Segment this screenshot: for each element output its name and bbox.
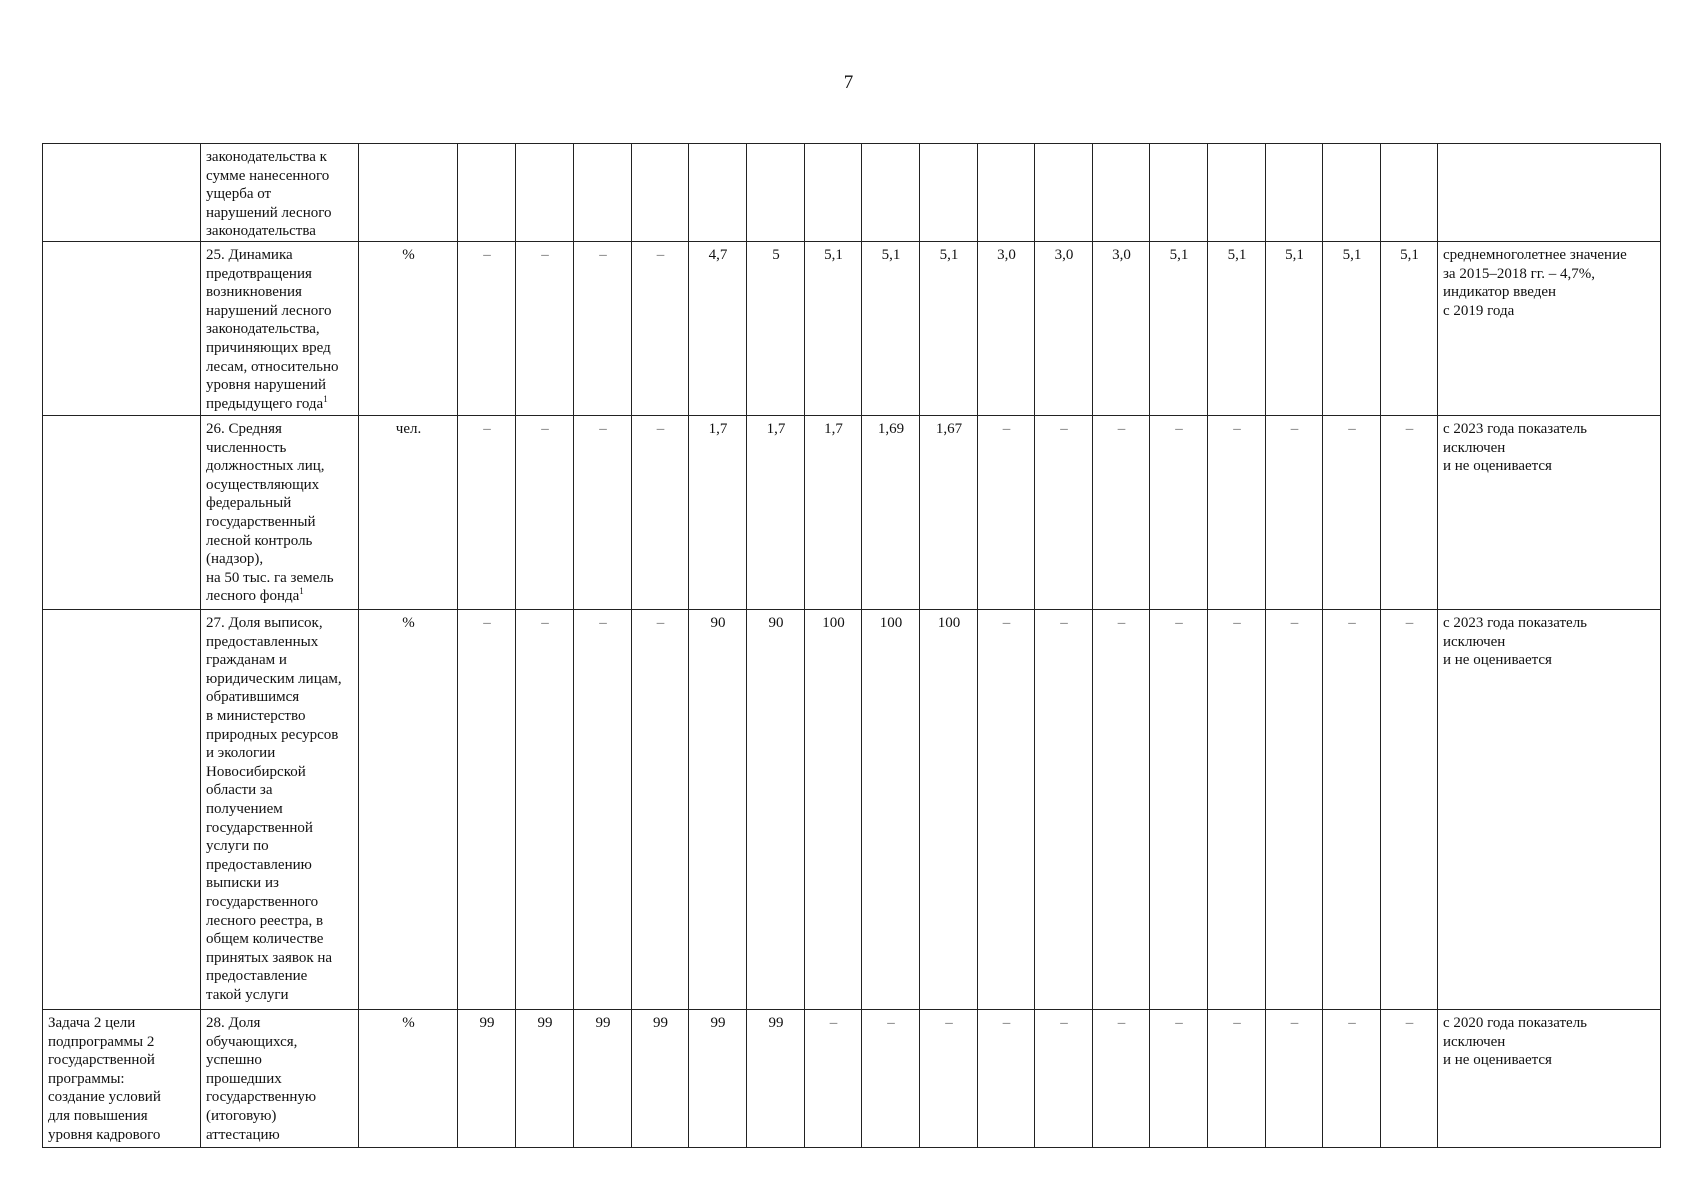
- value-cell: 5,1: [1208, 242, 1266, 416]
- note-line: индикатор введен: [1443, 284, 1557, 301]
- page-number: 7: [843, 72, 854, 93]
- indicator-line: Новосибирской: [206, 763, 306, 780]
- value-cell: 100: [805, 610, 862, 1010]
- indicator-line: лесного фонда$^1$: [206, 586, 304, 605]
- indicator-line: и экологии: [206, 745, 276, 762]
- indicator-line: 28. Доля: [206, 1015, 261, 1031]
- value-cell: [574, 144, 632, 242]
- value-cell: [978, 144, 1035, 242]
- indicator-cell: [201, 416, 359, 610]
- indicator-cell: [201, 242, 359, 416]
- value-cell: [516, 144, 574, 242]
- indicator-line: 26. Средняя: [206, 421, 282, 437]
- table-row: [43, 610, 1661, 1010]
- value-cell: –: [1323, 610, 1381, 1010]
- indicator-line: законодательства,: [206, 321, 320, 338]
- value-cell: 90: [689, 610, 747, 1010]
- value-cell: –: [1381, 416, 1438, 610]
- value-cell: 5,1: [1150, 242, 1208, 416]
- indicator-line: причиняющих вред: [206, 339, 331, 356]
- task-cell: [43, 416, 201, 610]
- value-cell: –: [1035, 610, 1093, 1010]
- value-cell: 5,1: [1266, 242, 1323, 416]
- indicator-line: юридическим лицам,: [206, 670, 342, 687]
- note-line: исключен: [1443, 439, 1506, 456]
- value-cell: 5,1: [1381, 242, 1438, 416]
- indicator-line: предотвращения: [206, 265, 312, 282]
- note-line: среднемноголетнее значение: [1443, 247, 1627, 263]
- task-line: Задача 2 цели: [48, 1015, 136, 1031]
- value-cell: –: [1035, 1010, 1093, 1148]
- note-line: и не оценивается: [1443, 1052, 1552, 1069]
- unit-cell: чел.: [359, 416, 458, 610]
- indicator-line: такой услуги: [206, 986, 289, 1003]
- indicator-line: законодательства к: [206, 149, 327, 165]
- value-cell: [1266, 144, 1323, 242]
- indicator-line: в министерство: [206, 707, 306, 724]
- indicator-line: осуществляющих: [206, 476, 320, 493]
- task-line: государственной: [48, 1052, 155, 1069]
- indicator-line: лесам, относительно: [206, 358, 339, 375]
- value-cell: –: [1208, 1010, 1266, 1148]
- indicator-line: (надзор),: [206, 551, 264, 568]
- value-cell: –: [1150, 1010, 1208, 1148]
- value-cell: [805, 144, 862, 242]
- value-cell: [1150, 144, 1208, 242]
- note-line: исключен: [1443, 1033, 1506, 1050]
- table-row: [43, 144, 1661, 242]
- unit-cell: %: [359, 610, 458, 1010]
- value-cell: –: [574, 416, 632, 610]
- indicator-line: государственной: [206, 819, 313, 836]
- value-cell: –: [1323, 1010, 1381, 1148]
- value-cell: –: [978, 610, 1035, 1010]
- indicator-line: должностных лиц,: [206, 458, 325, 475]
- value-cell: 90: [747, 610, 805, 1010]
- value-cell: 100: [862, 610, 920, 1010]
- indicators-table: [42, 143, 1661, 1148]
- value-cell: 3,0: [978, 242, 1035, 416]
- value-cell: 99: [632, 1010, 689, 1148]
- value-cell: 5,1: [920, 242, 978, 416]
- value-cell: 99: [574, 1010, 632, 1148]
- indicator-line: возникновения: [206, 284, 302, 301]
- value-cell: 99: [516, 1010, 574, 1148]
- indicator-line: государственного: [206, 893, 319, 910]
- note-line: за 2015–2018 гг. – 4,7%,: [1443, 265, 1595, 282]
- value-cell: 99: [458, 1010, 516, 1148]
- value-cell: 5,1: [805, 242, 862, 416]
- value-cell: 99: [689, 1010, 747, 1148]
- indicator-line: гражданам и: [206, 652, 287, 669]
- task-cell: [43, 144, 201, 242]
- indicator-line: сумме нанесенного: [206, 167, 330, 184]
- indicator-cell: [201, 610, 359, 1010]
- note-cell: [1438, 610, 1661, 1010]
- value-cell: –: [1093, 610, 1150, 1010]
- indicator-line: услуги по: [206, 838, 269, 855]
- indicator-line: успешно: [206, 1052, 262, 1069]
- indicator-line: получением: [206, 800, 283, 817]
- indicator-line: природных ресурсов: [206, 726, 339, 743]
- table-row: [43, 1010, 1661, 1148]
- value-cell: 100: [920, 610, 978, 1010]
- indicator-line: лесного реестра, в: [206, 912, 324, 929]
- task-line: для повышения: [48, 1107, 148, 1124]
- note-line: и не оценивается: [1443, 652, 1552, 669]
- note-line: с 2023 года показатель: [1443, 421, 1588, 437]
- indicator-line: численность: [206, 439, 287, 456]
- value-cell: 3,0: [1093, 242, 1150, 416]
- value-cell: –: [574, 242, 632, 416]
- indicator-line: 25. Динамика: [206, 247, 293, 263]
- value-cell: [689, 144, 747, 242]
- value-cell: –: [920, 1010, 978, 1148]
- value-cell: [458, 144, 516, 242]
- task-cell: [43, 242, 201, 416]
- value-cell: –: [862, 1010, 920, 1148]
- value-cell: 1,69: [862, 416, 920, 610]
- indicator-line: государственную: [206, 1089, 317, 1106]
- footnote-mark: 1: [299, 586, 304, 597]
- value-cell: –: [574, 610, 632, 1010]
- unit-cell: [359, 144, 458, 242]
- value-cell: –: [516, 242, 574, 416]
- task-line: создание условий: [48, 1089, 161, 1106]
- value-cell: –: [1381, 1010, 1438, 1148]
- value-cell: –: [516, 610, 574, 1010]
- value-cell: –: [978, 416, 1035, 610]
- indicator-line: обучающихся,: [206, 1033, 298, 1050]
- note-cell: [1438, 416, 1661, 610]
- indicator-line: (итоговую): [206, 1107, 277, 1124]
- value-cell: [1208, 144, 1266, 242]
- indicator-line: лесной контроль: [206, 532, 313, 549]
- value-cell: –: [1035, 416, 1093, 610]
- value-cell: [1323, 144, 1381, 242]
- value-cell: –: [1266, 610, 1323, 1010]
- value-cell: 1,7: [689, 416, 747, 610]
- indicator-line: нарушений лесного: [206, 204, 332, 221]
- value-cell: 1,67: [920, 416, 978, 610]
- value-cell: [1035, 144, 1093, 242]
- indicator-line: прошедших: [206, 1070, 282, 1087]
- value-cell: –: [1208, 416, 1266, 610]
- value-cell: –: [1093, 416, 1150, 610]
- value-cell: –: [1208, 610, 1266, 1010]
- value-cell: [862, 144, 920, 242]
- task-cell: [43, 610, 201, 1010]
- indicator-line: обратившимся: [206, 689, 300, 706]
- value-cell: [920, 144, 978, 242]
- indicator-line: предыдущего года$^1$: [206, 393, 328, 412]
- value-cell: –: [632, 242, 689, 416]
- value-cell: –: [805, 1010, 862, 1148]
- value-cell: –: [1323, 416, 1381, 610]
- indicator-line: нарушений лесного: [206, 302, 332, 319]
- value-cell: 5,1: [1323, 242, 1381, 416]
- note-cell: [1438, 242, 1661, 416]
- value-cell: –: [632, 610, 689, 1010]
- note-line: с 2019 года: [1443, 302, 1515, 319]
- task-line: подпрограммы 2: [48, 1033, 155, 1050]
- indicator-line: предоставлению: [206, 856, 312, 873]
- note-line: с 2023 года показатель: [1443, 615, 1588, 631]
- value-cell: [1381, 144, 1438, 242]
- indicator-line: области за: [206, 782, 273, 799]
- note-line: исключен: [1443, 633, 1506, 650]
- note-line: с 2020 года показатель: [1443, 1015, 1588, 1031]
- value-cell: 99: [747, 1010, 805, 1148]
- value-cell: –: [1266, 1010, 1323, 1148]
- value-cell: [632, 144, 689, 242]
- value-cell: –: [1093, 1010, 1150, 1148]
- indicator-line: государственный: [206, 513, 316, 530]
- indicator-line: федеральный: [206, 495, 292, 512]
- value-cell: –: [1150, 416, 1208, 610]
- note-cell: [1438, 144, 1661, 242]
- value-cell: 1,7: [805, 416, 862, 610]
- value-cell: 4,7: [689, 242, 747, 416]
- value-cell: –: [978, 1010, 1035, 1148]
- indicator-line: выписки из: [206, 875, 279, 892]
- indicator-line: принятых заявок на: [206, 949, 333, 966]
- indicator-line: законодательства: [206, 223, 316, 240]
- value-cell: [747, 144, 805, 242]
- indicator-line: уровня нарушений: [206, 377, 327, 394]
- value-cell: 1,7: [747, 416, 805, 610]
- value-cell: –: [1381, 610, 1438, 1010]
- task-cell: [43, 1010, 201, 1148]
- indicator-line: 27. Доля выписок,: [206, 615, 323, 631]
- indicator-line: ущерба от: [206, 186, 272, 203]
- value-cell: 3,0: [1035, 242, 1093, 416]
- task-line: уровня кадрового: [48, 1126, 161, 1143]
- indicator-line: предоставленных: [206, 633, 319, 650]
- value-cell: –: [516, 416, 574, 610]
- indicator-line: аттестацию: [206, 1126, 280, 1143]
- indicator-line: общем количестве: [206, 931, 324, 948]
- value-cell: –: [1266, 416, 1323, 610]
- note-line: и не оценивается: [1443, 458, 1552, 475]
- footnote-mark: 1: [323, 393, 328, 404]
- indicator-line: на 50 тыс. га земель: [206, 569, 334, 586]
- note-cell: [1438, 1010, 1661, 1148]
- value-cell: –: [458, 416, 516, 610]
- indicator-cell: [201, 144, 359, 242]
- table-row: [43, 416, 1661, 610]
- value-cell: –: [632, 416, 689, 610]
- indicator-line: предоставление: [206, 968, 308, 985]
- table-row: [43, 242, 1661, 416]
- value-cell: 5: [747, 242, 805, 416]
- value-cell: –: [1150, 610, 1208, 1010]
- value-cell: [1093, 144, 1150, 242]
- value-cell: –: [458, 242, 516, 416]
- indicator-cell: [201, 1010, 359, 1148]
- unit-cell: %: [359, 1010, 458, 1148]
- value-cell: –: [458, 610, 516, 1010]
- value-cell: 5,1: [862, 242, 920, 416]
- task-line: программы:: [48, 1070, 125, 1087]
- unit-cell: %: [359, 242, 458, 416]
